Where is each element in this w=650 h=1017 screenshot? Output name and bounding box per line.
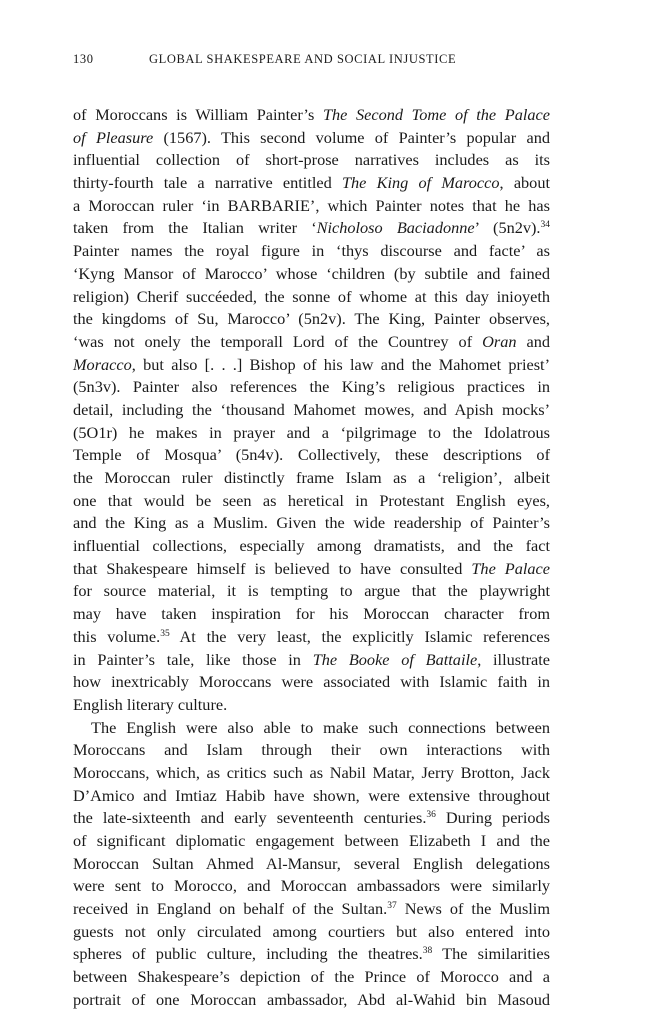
footnote-marker: 35 (160, 628, 170, 639)
italic-title: The Palace (471, 558, 550, 578)
text-run: the Moroccan ruler distinctly frame Islam as a ‘religion’, albeit (73, 468, 550, 487)
body-text (73, 104, 550, 1012)
text-line (73, 263, 550, 286)
text-line (73, 240, 550, 263)
text-run: in Painter’s tale, like those in (73, 649, 313, 669)
italic-title: The Booke of Battaile (312, 649, 478, 669)
text-line (73, 467, 550, 490)
text-run: influential collections, especially among dramatists, and the fact (73, 536, 550, 556)
text-run: and the King as a Muslim. Given the wide readership of Painter’s (73, 513, 550, 533)
text-run: , about (499, 173, 550, 193)
text-run: Moroccans and Islam through their own interactions with (73, 740, 550, 760)
text-run: At the very least, the explicitly Islamic references (169, 626, 550, 646)
text-run: and (516, 331, 550, 351)
text-run: the kingdoms of Su, Marocco’ (5n2v). The King, Painter observes, (73, 309, 550, 329)
text-run: Temple of Mosqua’ (5n4v). Collectively, these descriptions of (73, 445, 550, 465)
text-line (73, 603, 550, 626)
text-line (73, 331, 550, 354)
text-line (73, 399, 550, 422)
text-run: between Shakespeare’s depiction of the Prince of Morocco and a (73, 967, 550, 987)
text-run: , illustrate (477, 649, 550, 669)
text-run: influential collection of short-prose narratives includes as its (73, 150, 550, 170)
text-run: ‘was not onely the temporall Lord of the Countrey of (73, 331, 483, 351)
text-line (73, 762, 550, 785)
text-run: (5n3v). Painter also references the King’s religious practices in (73, 377, 550, 397)
text-line (73, 104, 550, 127)
text-run: Moroccan Sultan Ahmed Al-Mansur, several English delegations (73, 853, 550, 873)
text-run: News of the Muslim (396, 899, 550, 919)
text-line (73, 694, 550, 717)
text-run: D’Amico and Imtiaz Habib have shown, were extensive throughout (73, 785, 550, 805)
text-run: spheres of public culture, including the theatres. (73, 944, 423, 964)
text-run: During periods (435, 808, 550, 828)
italic-title: Oran (482, 331, 517, 351)
text-line (73, 739, 550, 762)
text-line (73, 354, 550, 377)
text-line (73, 172, 550, 195)
text-run: of Moroccans is William Painter’s (73, 105, 323, 124)
text-run: Moroccans, which, as critics such as Nabil Matar, Jerry Brotton, Jack (73, 762, 550, 782)
text-run: one that would be seen as heretical in Protestant English eyes, (73, 490, 550, 510)
text-run: (1567). This second volume of Painter’s popular and (153, 127, 550, 147)
text-line (73, 580, 550, 603)
text-run: of significant diplomatic engagement between Elizabeth I and the (73, 831, 550, 850)
text-line (73, 422, 550, 445)
text-run: The English were also able to make such connections between (91, 717, 550, 737)
footnote-marker: 38 (422, 946, 433, 957)
page-number: 130 (73, 52, 94, 66)
text-run: The similarities (432, 944, 550, 964)
italic-title: Moracco (73, 354, 132, 374)
text-run: ’ (5n2v). (474, 218, 541, 238)
text-run: that Shakespeare himself is believed to have consulted (73, 558, 472, 578)
text-line (73, 989, 550, 1012)
footnote-marker: 34 (540, 220, 551, 231)
text-run: thirty-fourth tale a narrative entitled (73, 173, 342, 193)
text-line (73, 671, 550, 694)
italic-title: of Pleasure (73, 127, 154, 147)
footnote-marker: 37 (387, 901, 397, 912)
text-line (73, 626, 550, 649)
italic-title: Nicholoso Baciadonne (316, 218, 475, 238)
text-line (73, 943, 550, 966)
running-head (73, 52, 573, 72)
text-run: this volume. (73, 626, 161, 646)
text-line (73, 286, 550, 309)
text-line (73, 376, 550, 399)
running-head-title: GLOBAL SHAKESPEARE AND SOCIAL INJUSTICE (149, 52, 457, 66)
text-line (73, 649, 550, 672)
text-run: religion) Cherif succéeded, the sonne of whome at this day inioyeth (73, 286, 550, 306)
text-run: for source material, it is tempting to argue that the playwright (73, 581, 550, 601)
text-line (73, 921, 550, 944)
text-line (73, 875, 550, 898)
text-run: , but also [. . .] Bishop of his law and the Mahomet priest’ (131, 354, 550, 374)
text-line (73, 535, 550, 558)
text-run: guests not only circulated among courtiers but also entered into (73, 921, 550, 941)
text-line (73, 490, 550, 513)
text-run: portrait of one Moroccan ambassador, Abd al-Wahid bin Masoud (73, 989, 550, 1009)
text-run: received in England on behalf of the Sultan. (73, 899, 388, 919)
text-run: how inextricably Moroccans were associated with Islamic faith in (73, 672, 550, 692)
footnote-marker: 36 (426, 810, 436, 821)
text-line (73, 512, 550, 535)
text-run: ‘Kyng Mansor of Marocco’ whose ‘children (by subtile and fained (73, 263, 550, 283)
text-run: taken from the Italian writer ‘ (73, 218, 317, 238)
text-line (73, 898, 550, 921)
text-run: English literary culture. (73, 694, 228, 714)
italic-title: The Second Tome of the Palace (322, 105, 550, 124)
text-line (73, 195, 550, 218)
text-line (73, 717, 550, 740)
text-line (73, 308, 550, 331)
text-run: were sent to Morocco, and Moroccan ambassadors were similarly (73, 876, 550, 896)
text-line (73, 217, 550, 240)
text-line (73, 853, 550, 876)
text-run: detail, including the ‘thousand Mahomet mowes, and Apish mocks’ (73, 399, 550, 419)
italic-title: The King of Marocco (341, 173, 500, 193)
text-line (73, 807, 550, 830)
text-line (73, 558, 550, 581)
text-line (73, 149, 550, 172)
text-line (73, 785, 550, 808)
text-run: Painter names the royal figure in ‘thys discourse and facte’ as (73, 241, 550, 261)
text-line (73, 127, 550, 150)
text-run: the late-sixteenth and early seventeenth centuries. (73, 808, 427, 828)
text-run: may have taken inspiration for his Moroccan character from (73, 604, 550, 624)
text-line (73, 830, 550, 853)
text-line (73, 966, 550, 989)
text-run: (5O1r) he makes in prayer and a ‘pilgrimage to the Idolatrous (73, 422, 550, 442)
text-line (73, 444, 550, 467)
text-run: a Moroccan ruler ‘in BARBARIE’, which Painter notes that he has (73, 195, 550, 215)
